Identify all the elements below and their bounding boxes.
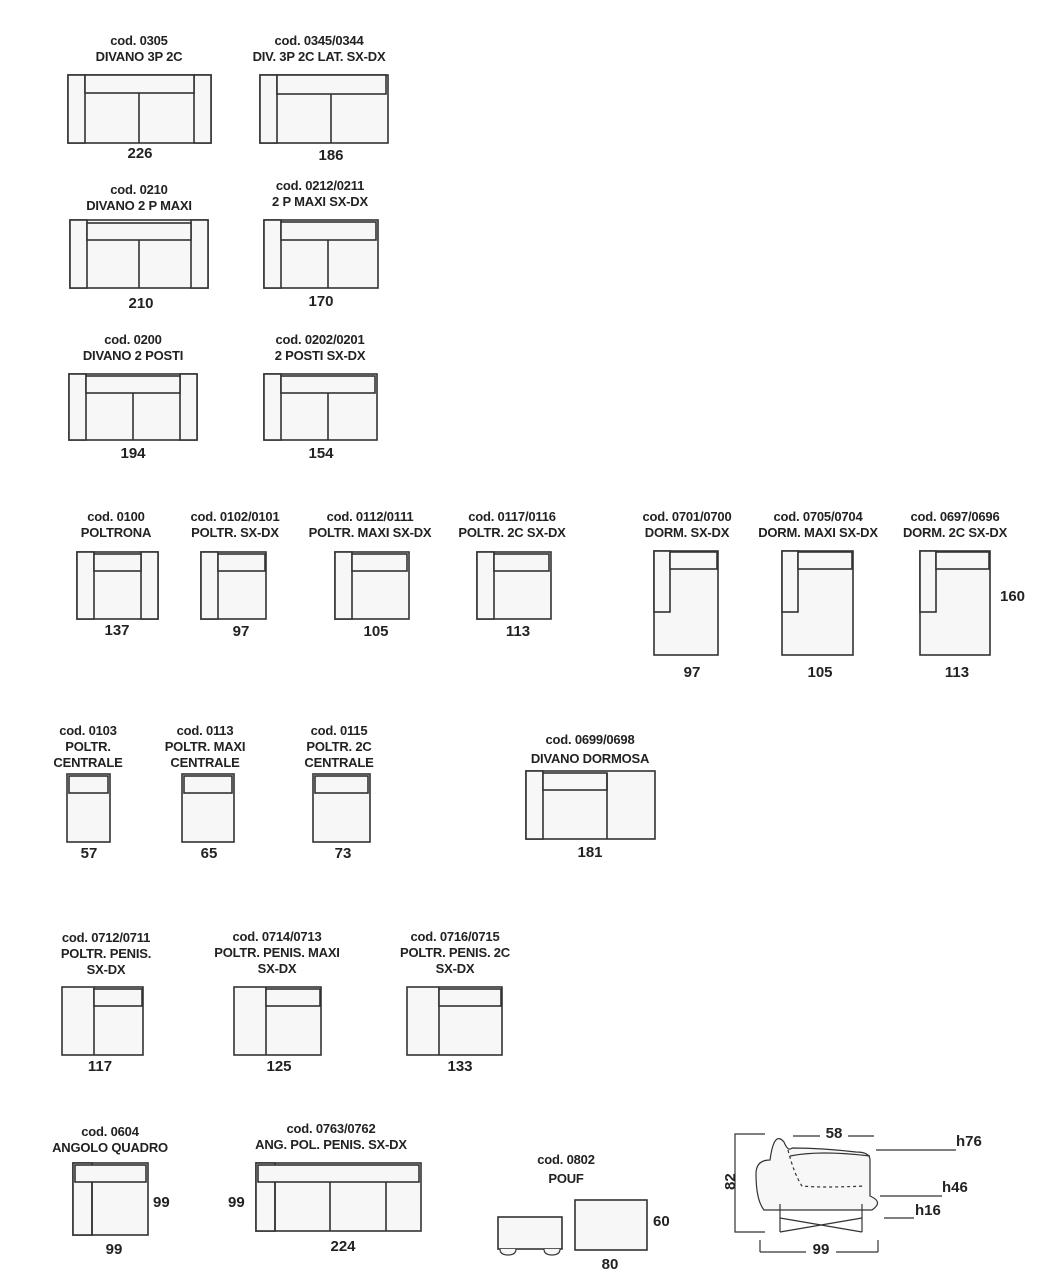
width-0103: 57: [80, 845, 98, 862]
code: cod. 0697/0696: [910, 509, 1000, 524]
label-0115: [304, 723, 373, 771]
label-0113: [165, 723, 246, 771]
penis-0712-drawing: [62, 987, 143, 1055]
name: POLTRONA: [80, 525, 152, 540]
penis-0714-drawing: [234, 987, 321, 1055]
code: cod. 0699/0698: [545, 732, 635, 747]
width-0305: 226: [127, 145, 153, 162]
width-0113: 65: [200, 845, 218, 862]
code: cod. 0112/0111: [326, 509, 414, 524]
dormosa-0699-drawing: [526, 771, 655, 839]
name: DIVANO 2 P MAXI: [86, 198, 192, 213]
width-0112: 105: [363, 623, 389, 640]
depth-0697: 160: [1000, 588, 1026, 605]
central-0113-drawing: [182, 774, 234, 842]
code: cod. 0210: [110, 182, 168, 197]
name: DIVANO DORMOSA: [530, 751, 650, 766]
depth-0604: 99: [153, 1194, 170, 1211]
label-0202: [275, 332, 366, 364]
name: POLTR. PENIS. MAXI: [214, 945, 340, 960]
name-line2: SX-DX: [435, 961, 475, 976]
armchair-0117-drawing: [477, 552, 551, 619]
width-0604: 99: [105, 1241, 123, 1258]
name: POLTR. PENIS.: [60, 946, 152, 961]
code: cod. 0202/0201: [275, 332, 365, 347]
depth-0763: 99: [228, 1194, 245, 1211]
width-0200: 194: [120, 445, 146, 462]
label-0604: [52, 1124, 168, 1156]
name: POLTR. 2C SX-DX: [458, 525, 566, 540]
name: POLTR. MAXI SX-DX: [308, 525, 432, 540]
sofa-0305-drawing: [68, 75, 211, 143]
dorm-0701-drawing: [654, 551, 718, 655]
width-0345: 186: [318, 147, 344, 164]
name: DIVANO 3P 2C: [95, 49, 183, 64]
side-height: h76: [956, 1133, 982, 1150]
name: POLTR. SX-DX: [191, 525, 279, 540]
label-0117: [458, 509, 565, 541]
name: ANGOLO QUADRO: [52, 1140, 168, 1155]
sofa-0210-drawing: [70, 220, 208, 288]
name: POUF: [548, 1171, 584, 1186]
armchair-0112-drawing: [335, 552, 409, 619]
sofa-0212-drawing: [264, 220, 378, 288]
width-0714: 125: [266, 1058, 292, 1075]
label-0701: [643, 509, 732, 541]
side-view-drawing: [735, 1134, 956, 1252]
code: cod. 0802: [537, 1152, 595, 1167]
label-0112: [309, 509, 432, 541]
label-0699: [531, 730, 649, 768]
name: DORM. 2C SX-DX: [902, 525, 1008, 540]
code: cod. 0714/0713: [232, 929, 322, 944]
name: DIV. 3P 2C LAT. SX-DX: [252, 49, 386, 64]
armchair-0100-drawing: [77, 552, 158, 619]
label-0763: [255, 1121, 407, 1153]
width-0716: 133: [447, 1058, 473, 1075]
code: cod. 0115: [310, 723, 368, 738]
dorm-0705-drawing: [782, 551, 853, 655]
penis-0716-drawing: [407, 987, 502, 1055]
width-0210: 210: [128, 295, 154, 312]
name-line2: CENTRALE: [53, 755, 123, 770]
corner-0763-drawing: [256, 1163, 421, 1231]
name-line2: SX-DX: [86, 962, 126, 977]
code: cod. 0604: [81, 1124, 139, 1139]
central-0103-drawing: [67, 774, 110, 842]
width-0212: 170: [308, 293, 334, 310]
code: cod. 0705/0704: [773, 509, 863, 524]
name-line2: CENTRALE: [170, 755, 240, 770]
label-0716: [400, 929, 510, 977]
label-0712: [61, 930, 151, 978]
width-0763: 224: [330, 1238, 356, 1255]
label-0802: [537, 1150, 594, 1188]
width-0701: 97: [683, 664, 701, 681]
code: cod. 0100: [87, 509, 145, 524]
central-0115-drawing: [313, 774, 370, 842]
width-0117: 113: [505, 623, 531, 640]
side-total-height: 82: [722, 1173, 739, 1190]
label-0103: [53, 723, 122, 771]
width-0712: 117: [87, 1058, 113, 1075]
name: ANG. POL. PENIS. SX-DX: [255, 1137, 407, 1152]
code: cod. 0103: [59, 723, 117, 738]
code: cod. 0305: [110, 33, 168, 48]
label-0100: [81, 509, 151, 541]
side-depth: 99: [812, 1241, 830, 1258]
width-0115: 73: [334, 845, 352, 862]
dorm-0697-drawing: [920, 551, 990, 655]
name: POLTR. MAXI: [164, 739, 246, 754]
code: cod. 0113: [176, 723, 234, 738]
name: DORM. MAXI SX-DX: [758, 525, 878, 540]
label-0200: [83, 332, 183, 364]
label-0714: [214, 929, 339, 977]
corner-0604-drawing: [73, 1163, 148, 1235]
name: POLTR.: [65, 739, 111, 754]
side-seat-depth: 58: [825, 1125, 843, 1142]
name-line2: CENTRALE: [304, 755, 374, 770]
width-0699: 181: [577, 844, 603, 861]
label-0305: [96, 33, 183, 65]
name: POLTR. PENIS. 2C: [400, 945, 510, 960]
name: 2 POSTI SX-DX: [274, 348, 366, 363]
label-0102: [191, 509, 280, 541]
code: cod. 0712/0711: [61, 930, 151, 945]
label-0345: [253, 33, 386, 65]
armchair-0102-drawing: [201, 552, 266, 619]
side-seat-height: h46: [942, 1179, 968, 1196]
label-0705: [758, 509, 878, 541]
label-0210: [86, 182, 192, 214]
label-0212: [272, 178, 368, 210]
pouf-0802-drawing: [498, 1200, 647, 1255]
name: DIVANO 2 POSTI: [82, 348, 184, 363]
name: 2 P MAXI SX-DX: [272, 194, 368, 209]
code: cod. 0200: [104, 332, 162, 347]
label-0697: [903, 509, 1007, 541]
width-0100: 137: [104, 622, 130, 639]
width-0102: 97: [232, 623, 250, 640]
name: POLTR. 2C: [306, 739, 372, 754]
width-0802: 80: [601, 1256, 619, 1273]
width-0697: 113: [944, 664, 970, 681]
name: DORM. SX-DX: [644, 525, 730, 540]
width-0202: 154: [308, 445, 334, 462]
code: cod. 0212/0211: [275, 178, 365, 193]
code: cod. 0117/0116: [468, 509, 556, 524]
width-0705: 105: [807, 664, 833, 681]
sofa-0345-drawing: [260, 75, 388, 143]
code: cod. 0716/0715: [410, 929, 500, 944]
code: cod. 0701/0700: [642, 509, 732, 524]
side-leg-height: h16: [915, 1202, 941, 1219]
code: cod. 0102/0101: [190, 509, 280, 524]
name-line2: SX-DX: [257, 961, 297, 976]
code: cod. 0345/0344: [274, 33, 364, 48]
sofa-0202-drawing: [264, 374, 377, 440]
code: cod. 0763/0762: [286, 1121, 376, 1136]
depth-0802: 60: [653, 1213, 670, 1230]
sofa-0200-drawing: [69, 374, 197, 440]
